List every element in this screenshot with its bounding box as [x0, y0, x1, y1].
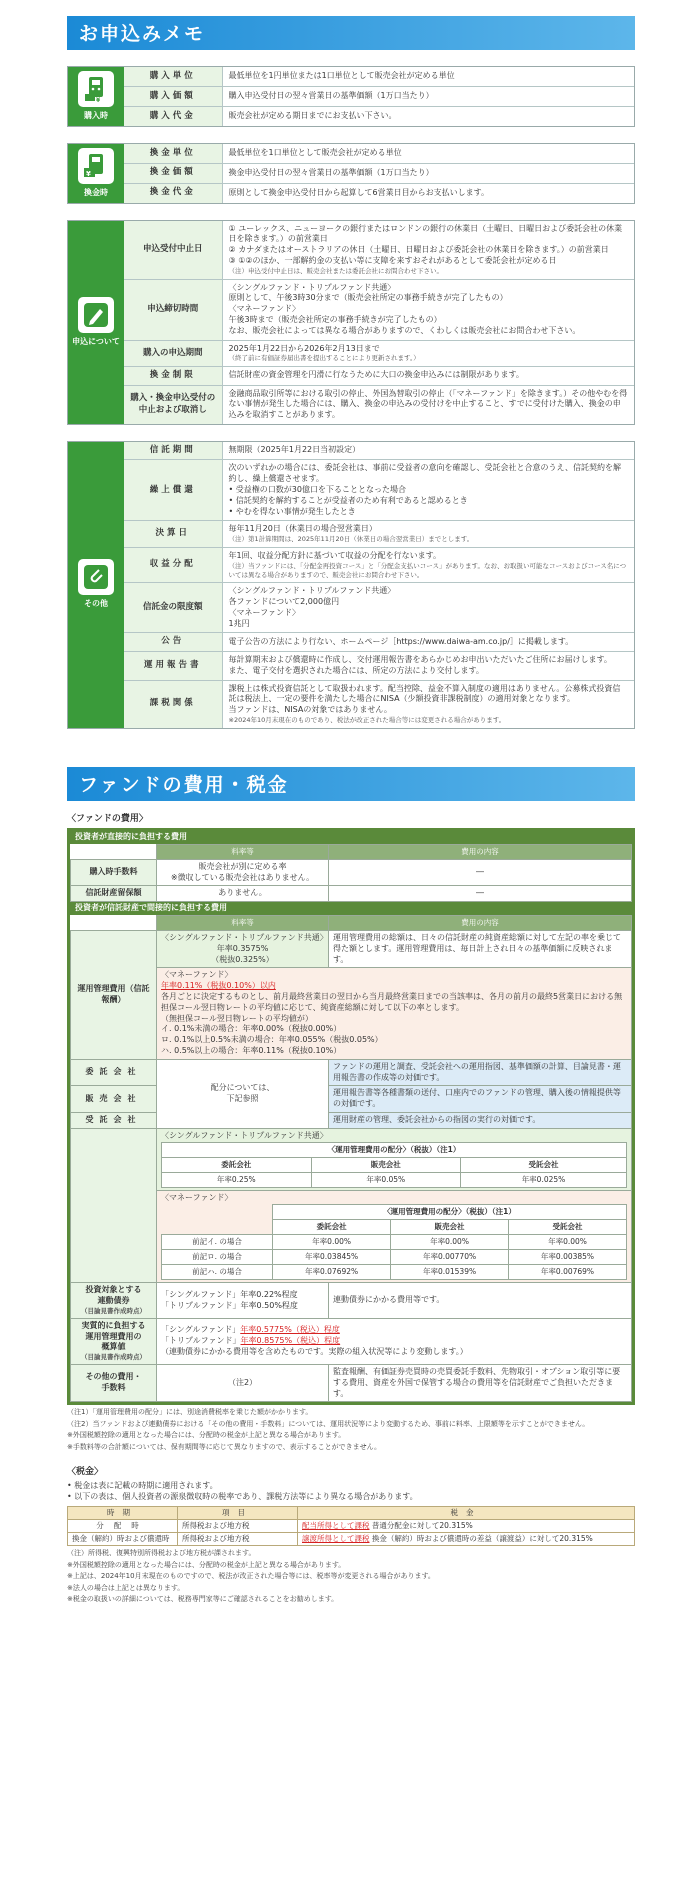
- alloc-col-seller: 販売会社: [311, 1157, 461, 1172]
- buy-fee-rate-1: 販売会社が別に定める率: [198, 861, 287, 871]
- tax-red: 譲渡所得として課税: [302, 1534, 370, 1544]
- row-value: 換金申込受付日の翌々営業日の基準価額（1万口当たり）: [222, 163, 634, 183]
- linked-label-1: 投資対象とする: [85, 1285, 142, 1295]
- tax-notes: [67, 1549, 635, 1604]
- tax-col-tax: 税金: [298, 1506, 635, 1519]
- mgmt-label: 運用管理費用（信託報酬）: [71, 931, 157, 1060]
- report-line: また、電子交付を選択された場合には、所定の方法により交付します。: [228, 665, 484, 675]
- mgmt-sf-head: 〈シングルファンド・トリプルファンド共通〉: [161, 933, 328, 943]
- cutoff-label: 申込締切時間: [124, 279, 222, 340]
- alloc-sf: [157, 1128, 632, 1190]
- other-icon-column: [68, 442, 124, 728]
- table-row: [71, 1283, 632, 1318]
- retention-content: ―: [329, 886, 632, 902]
- redemption-icon: [78, 148, 114, 184]
- retention-label: 信託財産留保額: [71, 886, 157, 902]
- table-row: [124, 680, 634, 728]
- closing-label: 決算日: [124, 521, 222, 548]
- application-icon-column: [68, 221, 124, 424]
- tax-note: （注）所得税、復興特別所得税および地方税が課されます。: [67, 1549, 256, 1558]
- table-row: [71, 1086, 632, 1113]
- alloc-mf-val: 年率0.01539%: [391, 1265, 509, 1280]
- alloc-mf-blank: [162, 1219, 273, 1234]
- cutoff-line: 〈シングルファンド・トリプルファンド共通〉: [228, 282, 396, 292]
- other-fee-content: 監査報酬、有価証券売買時の売買委託手数料、先物取引・オプション取引等に要する費用、資産を外国で保管する場合の費用等を信託財産でご負担いただきます。: [329, 1364, 632, 1401]
- buy-fee-label: 購入時手数料: [71, 859, 157, 886]
- other-fee-rate: （注2）: [157, 1364, 329, 1401]
- alloc-mf-row-label: 前記イ. の場合: [162, 1235, 273, 1250]
- table-row: [124, 442, 634, 460]
- period-value: [222, 340, 634, 367]
- indirect-bar: 投資者が信託財産で間接的に負担する費用: [70, 902, 632, 915]
- other-group: [67, 441, 635, 729]
- alloc-mf-val: 年率0.00%: [509, 1235, 627, 1250]
- notice-label: 公告: [124, 633, 222, 651]
- table-row: [124, 340, 634, 367]
- table-row: [124, 106, 634, 125]
- table-row: [71, 1113, 632, 1129]
- col-content-header: 費用の内容: [329, 915, 632, 930]
- fee-note: ※外国税額控除の適用となった場合には、分配時の税金が上記と異なる場合があります。: [67, 1431, 346, 1440]
- table-row: [124, 583, 634, 633]
- other-table: [124, 442, 634, 728]
- alloc-blank: [71, 1128, 157, 1283]
- alloc-col-trustee: 受託会社: [509, 1219, 627, 1234]
- table-row: [124, 221, 634, 279]
- table-row: [71, 931, 632, 968]
- alloc-mf-row-label: 前記ハ. の場合: [162, 1265, 273, 1280]
- dist-value: [222, 547, 634, 582]
- direct-fee-table: [70, 844, 632, 903]
- alloc-mf-val: 年率0.00769%: [509, 1265, 627, 1280]
- alloc-sf-trustee: 年率0.025%: [461, 1172, 627, 1187]
- notice-value: 電子公告の方法により行ない、ホームページ［https://www.daiwa-am.co.jp/］に掲載します。: [222, 633, 634, 651]
- table-row: [124, 385, 634, 424]
- other-label: その他: [84, 599, 108, 609]
- early-line: 次のいずれかの場合には、委託会社は、事前に受益者の意向を確認し、受託会社と合意のうえ、信託契約を解約し、繰上償還させます。: [228, 463, 621, 484]
- row-label: 換金価額: [124, 163, 222, 183]
- actual-label-1: 実質的に負担する: [81, 1320, 146, 1330]
- alloc-sf-trustor: 年率0.25%: [162, 1172, 312, 1187]
- redemption-icon-column: [68, 144, 124, 203]
- tax-bullet-2: • 以下の表は、個人投資者の源泉徴収時の税率であり、課税方法等により異なる場合があります。: [67, 1492, 418, 1502]
- alloc-mf-head: 〈マネーファンド〉: [161, 1193, 233, 1202]
- cutoff-line: 原則として、午後3時30分まで（販売会社所定の事務手続きが完了したもの）: [228, 293, 508, 303]
- indirect-fee-table: [70, 915, 632, 1402]
- alloc-mf-blank: [162, 1204, 273, 1219]
- mgmt-mf-line: 各月ごとに決定するものとし、前月最終営業日の翌日から当月最終営業日までの当該率は、各月の前月の最終5営業日における無担保コール翌日物レートの平均値に応じて、純資産総額に対して以下の率とします。: [161, 992, 623, 1012]
- alloc-col-trustee: 受託会社: [461, 1157, 627, 1172]
- tax-line: 課税上は株式投資信託として取扱われます。配当控除、益金不算入制度の適用はありません。公募株式投資信託は税法上、一定の要件を満たした場合にNISA（少額投資非課税制度）の適用対象となります。: [228, 683, 621, 704]
- memo-title: お申込みメモ: [67, 16, 635, 50]
- actual-note: （連動債券にかかる費用等を含めたものです。実際の組入状況等により変動します。）: [161, 1346, 468, 1356]
- term-label: 信託期間: [124, 442, 222, 460]
- table-row: [124, 183, 634, 202]
- closing-value: [222, 521, 634, 548]
- limit-value: 信託財産の資金管理を円滑に行なうために大口の換金申込みには制限があります。: [222, 367, 634, 385]
- table-header-row: [71, 915, 632, 930]
- row-label: 購入単位: [124, 67, 222, 86]
- table-header-row: [71, 844, 632, 859]
- stop-value: [222, 221, 634, 279]
- actual-sf-rate: 年率0.5775%（税込）程度: [240, 1325, 340, 1335]
- trustee-label: 受託会社: [71, 1113, 157, 1129]
- actual-value: [157, 1318, 632, 1364]
- row-label: 購入代金: [124, 106, 222, 125]
- application-label: 申込について: [72, 336, 120, 346]
- pen-icon: [78, 297, 114, 333]
- alloc-mf-val: 年率0.03845%: [273, 1250, 391, 1265]
- mgmt-mf-line: ロ. 0.1%以上0.5%未満の場合：年率0.055%（税抜0.05%）: [161, 1035, 383, 1045]
- mgmt-mf: [157, 968, 632, 1059]
- alloc-mf-table: [161, 1204, 627, 1281]
- fee-table-wrap: [67, 828, 635, 1405]
- fees-title: ファンドの費用・税金: [67, 767, 635, 801]
- alloc-mf-val: 年率0.07692%: [273, 1265, 391, 1280]
- fee-note: ※手数料等の合計額については、保有期間等に応じて異なりますので、表示することができません。: [67, 1442, 382, 1451]
- purchase-icon-column: [68, 67, 124, 126]
- alloc-mf: [157, 1191, 632, 1283]
- actual-label-3: 概算値: [101, 1342, 126, 1352]
- alloc-mf-val: 年率0.00%: [391, 1235, 509, 1250]
- table-row: [124, 651, 634, 680]
- cutoff-value: [222, 279, 634, 340]
- early-line: • 信託契約を解約することが受益者のため有利であると認めるとき: [228, 495, 468, 505]
- early-line: • やむを得ない事情が発生したとき: [228, 506, 356, 516]
- mgmt-mf-line: ハ. 0.5%以上の場合：年率0.11%（税抜0.10%）: [161, 1046, 342, 1056]
- table-row: [124, 163, 634, 183]
- tax-note: ※外国税額控除の適用となった場合には、分配時の税金が上記と異なる場合があります。: [67, 1560, 346, 1569]
- table-row: [68, 1533, 635, 1546]
- alloc-sf-seller: 年率0.05%: [311, 1172, 461, 1187]
- stop-note: （注）申込受付中止日は、販売会社または委託会社にお問合わせ下さい。: [228, 266, 443, 275]
- alloc-mid-2: 下記参照: [226, 1093, 259, 1103]
- early-line: • 受益権の口数が30億口を下ることとなった場合: [228, 485, 406, 495]
- mgmt-mf-line: イ. 0.1%未満の場合：年率0.00%（税抜0.00%）: [161, 1024, 342, 1034]
- tax-item: 所得税および地方税: [178, 1533, 298, 1546]
- other-fee-label: [71, 1364, 157, 1401]
- linked-label: [71, 1283, 157, 1318]
- dist-line: 年1回、収益分配方針に基づいて収益の分配を行ないます。: [228, 550, 441, 560]
- tax-bullet-1: • 税金は表に記載の時期に適用されます。: [67, 1481, 218, 1491]
- row-label: 換金単位: [124, 144, 222, 163]
- buy-fee-rate: [157, 859, 329, 886]
- term-value: 無期限（2025年1月22日当初設定）: [222, 442, 634, 460]
- alloc-mf-val: 年率0.00%: [273, 1235, 391, 1250]
- buy-fee-rate-2: ※徴収している販売会社はありません。: [170, 872, 315, 882]
- alloc-col-trustor: 委託会社: [273, 1219, 391, 1234]
- blank-header: [71, 915, 157, 930]
- col-rate-header: 料率等: [157, 844, 329, 859]
- table-row: [71, 886, 632, 902]
- tax-line: 当ファンドは、NISAの対象ではありません。: [228, 705, 392, 715]
- dist-label: 収益分配: [124, 547, 222, 582]
- tax-note: ※2024年10月末現在のものであり、税法が改正された場合等には変更される場合があります。: [228, 715, 506, 724]
- tax-table-wrap: [67, 1506, 635, 1546]
- alloc-mid-1: 配分については、: [210, 1083, 275, 1093]
- fees-subtitle: 〈ファンドの費用〉: [67, 813, 148, 824]
- table-row: [124, 86, 634, 106]
- purchase-group: [67, 66, 635, 127]
- tax-time: 換金（解約）時および償還時: [68, 1533, 178, 1546]
- tax-note: ※上記は、2024年10月末現在のものですので、税法が改正された場合等には、税率等が変更される場合があります。: [67, 1572, 435, 1581]
- trustor-label: 委託会社: [71, 1059, 157, 1086]
- cancel-value: 金融商品取引所等における取引の停止、外国為替取引の停止（「マネーファンド」を除きます。）その他やむを得ない事情が発生した場合には、購入、換金の申込みの受付けを中止すること、すでに受付けた購入、換金の申込みを取消すことがあります。: [222, 385, 634, 424]
- trustee-content: 運用財産の管理、委託会社からの指図の実行の対価です。: [329, 1113, 632, 1129]
- redemption-label: 換金時: [84, 187, 108, 197]
- alloc-mf-val: 年率0.00770%: [391, 1250, 509, 1265]
- table-row: [124, 521, 634, 548]
- mgmt-sf-content: 運用管理費用の総額は、日々の信託財産の純資産総額に対して左記の率を乗じて得た額とします。運用管理費用は、毎日計上され日々の基準価額に反映されます。: [329, 931, 632, 968]
- table-row: [124, 279, 634, 340]
- stop-label: 申込受付中止日: [124, 221, 222, 279]
- alloc-mf-row: [162, 1250, 627, 1265]
- tax-item: 所得税および地方税: [178, 1519, 298, 1532]
- alloc-sf-table: [161, 1142, 627, 1188]
- period-line: 2025年1月22日から2026年2月13日まで: [228, 343, 380, 353]
- cap-line: 〈シングルファンド・トリプルファンド共通〉: [228, 586, 396, 596]
- row-value: 原則として換金申込受付日から起算して6営業日目からお支払いします。: [222, 183, 634, 202]
- closing-line: 毎年11月20日（休業日の場合翌営業日）: [228, 524, 377, 534]
- row-value: 購入申込受付日の翌々営業日の基準価額（1万口当たり）: [222, 86, 634, 106]
- tax-rest: 換金（解約）時および償還時の差益（譲渡益）に対して20.315%: [371, 1534, 593, 1544]
- col-content-header: 費用の内容: [329, 844, 632, 859]
- fee-notes: [67, 1408, 635, 1452]
- stop-item-2: ② カナダまたはオーストラリアの休日（土曜日、日曜日および委託会社の休業日を除きます。）の前営業日: [228, 245, 609, 255]
- stop-item-3: ③ ①②のほか、一部解約金の支払い等に支障を来すおそれがあるとして委託会社が定める日: [228, 255, 557, 265]
- actual-label-2: 運用管理費用の: [85, 1331, 142, 1341]
- row-value: 販売会社が定める期日までにお支払い下さい。: [222, 106, 634, 125]
- actual-sf-prefix: 「シングルファンド」: [161, 1325, 241, 1335]
- table-header-row: [68, 1506, 635, 1519]
- table-row: [71, 1364, 632, 1401]
- col-rate-header: 料率等: [157, 915, 329, 930]
- tax-red: 配当所得として課税: [302, 1520, 370, 1530]
- tax-col-item: 項目: [178, 1506, 298, 1519]
- actual-label-4: （目論見書作成時点）: [81, 1353, 146, 1362]
- tax-col-time: 時期: [68, 1506, 178, 1519]
- cancel-label: 購入・換金申込受付の中止および取消し: [124, 385, 222, 424]
- mgmt-sf-rate-value: 年率0.3575%: [216, 943, 269, 953]
- mgmt-mf-line: （無担保コール翌日物レートの平均値が）: [161, 1013, 313, 1023]
- limit-label: 換金制限: [124, 367, 222, 385]
- linked-content: 連動債券にかかる費用等です。: [329, 1283, 632, 1318]
- seller-content: 運用報告書等各種書類の送付、口座内でのファンドの管理、購入後の情報提供等の対価です。: [329, 1086, 632, 1113]
- cap-line: 各ファンドについて2,000億円: [228, 597, 340, 607]
- table-row: [124, 67, 634, 86]
- table-row: [124, 144, 634, 163]
- period-note: （終了前に有価証券届出書を提出することにより更新されます。）: [228, 354, 420, 363]
- table-row: [71, 1128, 632, 1190]
- tax-value: [298, 1519, 635, 1532]
- mgmt-sf-rate-ex: （税抜0.325%）: [211, 954, 274, 964]
- tax-table: [67, 1506, 635, 1546]
- tax-value: [222, 680, 634, 728]
- actual-label: [71, 1318, 157, 1364]
- direct-bar: 投資者が直接的に負担する費用: [70, 831, 632, 844]
- purchase-icon: [78, 71, 114, 107]
- page: [67, 0, 635, 1606]
- cutoff-line: 午後3時まで（販売会社所定の事務手続きが完了したもの）: [228, 314, 442, 324]
- retention-rate: ありません。: [157, 886, 329, 902]
- cutoff-line: なお、販売会社によっては異なる場合がありますので、くわしくは販売会社にお問合わせ下さい。: [228, 325, 581, 335]
- redemption-group: [67, 143, 635, 204]
- alloc-col-seller: 販売会社: [391, 1219, 509, 1234]
- seller-label: 販売会社: [71, 1086, 157, 1113]
- fee-note: （注1）「運用管理費用の配分」には、別途消費税率を乗じた額がかかります。: [67, 1408, 313, 1417]
- mgmt-mf-rate: 年率0.11%（税抜0.10%）以内: [161, 981, 276, 991]
- cap-line: 〈マネーファンド〉: [228, 607, 300, 617]
- purchase-table: [124, 67, 634, 126]
- report-line: 毎計算期末および償還時に作成し、交付運用報告書をあらかじめお申出いただいたご住所にお届けします。: [228, 654, 612, 664]
- row-value: 最低単位を1円単位または1口単位として販売会社が定める単位: [222, 67, 634, 86]
- alloc-mf-row: [162, 1235, 627, 1250]
- table-row: [71, 1318, 632, 1364]
- alloc-title: 〈運用管理費用の配分〉（税抜）（注1）: [162, 1142, 627, 1157]
- application-group: [67, 220, 635, 425]
- linked-label-3: （目論見書作成時点）: [81, 1307, 146, 1316]
- trustor-content: ファンドの運用と調査、受託会社への運用指図、基準価額の計算、目論見書・運用報告書の作成等の対価です。: [329, 1059, 632, 1086]
- early-label: 繰上償還: [124, 460, 222, 521]
- linked-rate-1: 「シングルファンド」年率0.22%程度: [161, 1289, 298, 1299]
- period-label: 購入の申込期間: [124, 340, 222, 367]
- table-row: [68, 1519, 635, 1532]
- table-row: [71, 1059, 632, 1086]
- cap-label: 信託金の限度額: [124, 583, 222, 633]
- table-row: [71, 859, 632, 886]
- alloc-mid: [157, 1059, 329, 1128]
- svg-text:¥: ¥: [86, 169, 91, 178]
- tax-time: 分配時: [68, 1519, 178, 1532]
- report-label: 運用報告書: [124, 651, 222, 680]
- table-row: [124, 367, 634, 385]
- row-label: 換金代金: [124, 183, 222, 202]
- tax-rest: 普通分配金に対して20.315%: [371, 1520, 473, 1530]
- alloc-mf-row-label: 前記ロ. の場合: [162, 1250, 273, 1265]
- mgmt-sf-rate: [157, 931, 329, 968]
- linked-label-2: 連動債券: [97, 1296, 130, 1306]
- alloc-sf-head: 〈シングルファンド・トリプルファンド共通〉: [161, 1130, 328, 1140]
- early-value: [222, 460, 634, 521]
- blank-header: [71, 844, 157, 859]
- alloc-mf-row: [162, 1265, 627, 1280]
- tax-note: ※法人の場合は上記とは異なります。: [67, 1583, 185, 1592]
- cap-value: [222, 583, 634, 633]
- tax-subtitle: 〈税金〉: [67, 1467, 104, 1478]
- cutoff-line: 〈マネーファンド〉: [228, 304, 300, 314]
- application-table: [124, 221, 634, 424]
- actual-tf-rate: 年率0.8575%（税込）程度: [240, 1335, 341, 1345]
- report-value: [222, 651, 634, 680]
- other-fee-label-1: その他の費用・: [85, 1372, 142, 1382]
- paperclip-icon: [78, 559, 114, 595]
- alloc-col-trustor: 委託会社: [162, 1157, 312, 1172]
- tax-label: 課税関係: [124, 680, 222, 728]
- linked-rate-2: 「トリプルファンド」年率0.50%程度: [161, 1300, 298, 1310]
- tax-note: ※税金の取扱いの詳細については、税務専門家等にご確認されることをお勧めします。: [67, 1594, 339, 1603]
- linked-rate: [157, 1283, 329, 1318]
- cap-line: 1兆円: [228, 618, 250, 628]
- table-row: [124, 460, 634, 521]
- mgmt-mf-head: 〈マネーファンド〉: [161, 970, 233, 980]
- row-label: 購入価額: [124, 86, 222, 106]
- alloc-title: 〈運用管理費用の配分〉（税抜）（注1）: [273, 1204, 627, 1219]
- other-fee-label-2: 手数料: [101, 1383, 126, 1393]
- fee-note: （注2）当ファンドおよび連動債券における「その他の費用・手数料」については、運用状況等により変動するため、事前に料率、上限額等を示すことができません。: [67, 1419, 590, 1428]
- svg-text:¥: ¥: [96, 97, 101, 104]
- stop-item-1: ① ユーレックス、ニューヨークの銀行またはロンドンの銀行の休業日（土曜日、日曜日および委託会社の休業日を除きます。）の前営業日: [228, 223, 623, 244]
- purchase-label: 購入時: [84, 111, 108, 120]
- actual-tf-prefix: 「トリプルファンド」: [161, 1335, 241, 1345]
- tax-value: [298, 1533, 635, 1546]
- closing-note: （注）第1計算期間は、2025年11月20日（休業日の場合翌営業日）までとします。: [228, 535, 474, 544]
- buy-fee-content: ―: [329, 859, 632, 886]
- table-row: [124, 633, 634, 651]
- table-row: [124, 547, 634, 582]
- alloc-mf-val: 年率0.00385%: [509, 1250, 627, 1265]
- row-value: 最低単位を1口単位として販売会社が定める単位: [222, 144, 634, 163]
- redemption-table: [124, 144, 634, 203]
- dist-note: （注）当ファンドには、「分配金再投資コース」と「分配金支払いコース」があります。なお、お取扱い可能なコースおよびコース名については異なる場合がありますので、販売会社にお問合わせ下さい。: [228, 561, 627, 579]
